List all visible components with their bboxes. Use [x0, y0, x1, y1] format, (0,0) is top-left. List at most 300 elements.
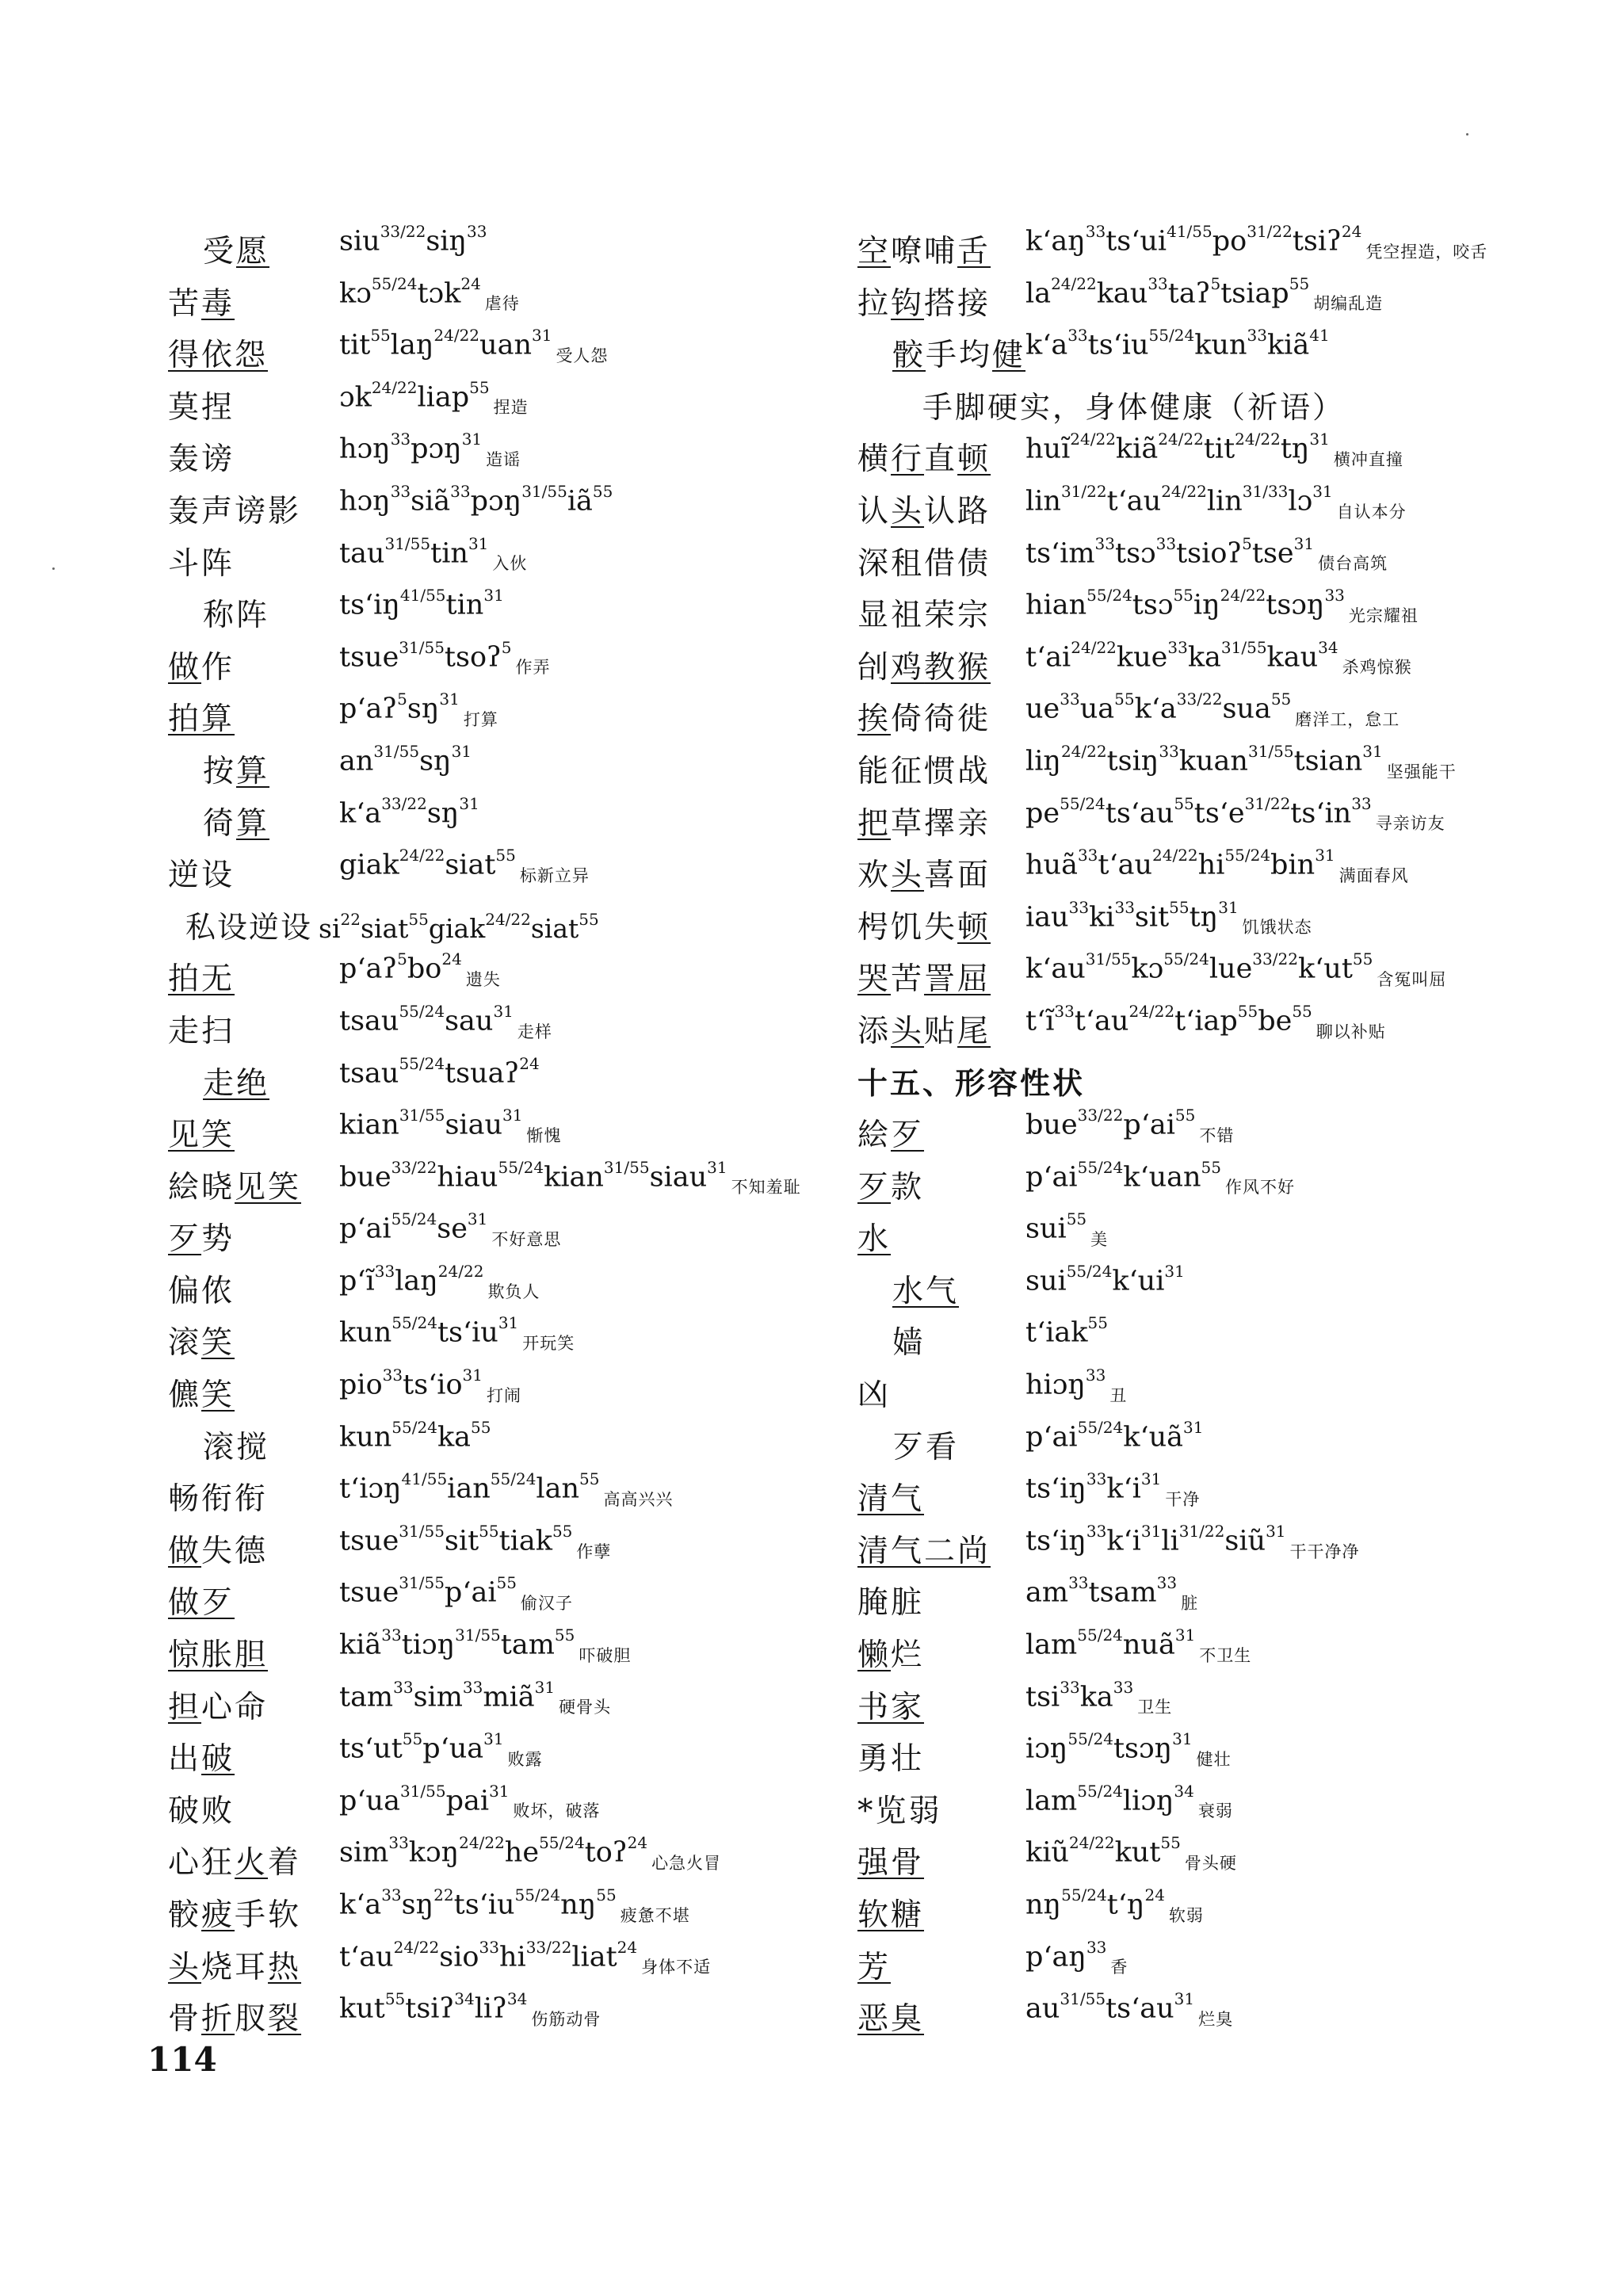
pronunciation: [1025, 222, 1488, 262]
gloss: 虐待: [484, 294, 520, 314]
tone-mark: 55/24: [490, 1469, 537, 1489]
syllable: pʻai: [1025, 1421, 1078, 1454]
syllable: tam: [500, 1629, 555, 1661]
syllable: hɔŋ: [339, 434, 391, 466]
tone-mark: 34: [1318, 637, 1338, 657]
entry-row: [857, 273, 1594, 325]
syllable: lin: [1025, 485, 1061, 518]
tone-mark: 24/22: [433, 326, 480, 346]
syllable: lin: [1206, 485, 1243, 518]
headword-char: 欢: [857, 858, 892, 894]
syllable: tsau: [339, 1057, 399, 1090]
underlined-char: 走绝: [203, 1065, 270, 1102]
syllable: giak: [428, 912, 486, 944]
syllable: hɔŋ: [339, 485, 391, 518]
tone-mark: 33: [374, 1261, 395, 1281]
syllable: tʻiap: [1174, 1005, 1238, 1037]
tone-mark: 55: [1201, 1157, 1221, 1177]
headword-char: 手软: [235, 1897, 302, 1933]
headword-char: 滚搅: [203, 1429, 270, 1465]
syllable: kʻa: [1134, 693, 1177, 725]
tone-mark: 31: [502, 1106, 523, 1125]
headword: [168, 1163, 301, 1207]
gloss: 含冤叫屈: [1377, 969, 1447, 989]
entry-row: [168, 793, 865, 845]
headword-char: 拉: [857, 285, 892, 322]
tone-mark: 33: [381, 1626, 402, 1645]
headword: [168, 1474, 268, 1519]
headword: [168, 694, 235, 739]
pronunciation: [1025, 1001, 1386, 1041]
syllable: pʻaʔ: [339, 693, 398, 725]
entry-row: [857, 480, 1594, 533]
tone-mark: 55: [408, 909, 429, 929]
syllable: kʻi: [1106, 1473, 1141, 1505]
syllable: sŋ: [426, 797, 460, 830]
tone-mark: 33/22: [1176, 690, 1223, 709]
entry-row: [168, 273, 865, 325]
section-heading: 十五、形容性状: [857, 1065, 1086, 1101]
headword-char: 儦: [168, 1377, 202, 1414]
pronunciation: [1025, 1366, 1128, 1405]
headword: [168, 799, 269, 843]
tone-mark: 31/22: [1247, 222, 1293, 241]
headword: [857, 799, 991, 843]
pronunciation: [1025, 1209, 1109, 1249]
underlined-char: 恶臭: [857, 2001, 925, 2038]
syllable: am: [1025, 1577, 1069, 1610]
pronunciation: [1025, 1937, 1128, 1977]
syllable: pio: [339, 1369, 383, 1401]
entry-row: [168, 1572, 865, 1624]
tone-mark: 33: [1114, 897, 1135, 917]
entry-row: [857, 1468, 1594, 1520]
pronunciation: [339, 430, 521, 470]
headword-char: 烧耳: [201, 1949, 269, 1985]
pronunciation: [339, 377, 529, 418]
entry-row: [857, 533, 1594, 585]
syllable: pʻai: [444, 1577, 497, 1610]
syllable: siŋ: [426, 225, 468, 258]
tone-mark: 31: [483, 1729, 504, 1749]
underlined-char: 算: [236, 753, 270, 789]
pronunciation: [339, 1053, 540, 1090]
gloss: 健壮: [1196, 1749, 1232, 1769]
headword-char: 心命: [201, 1689, 269, 1725]
headword-char: 枵: [857, 909, 892, 946]
syllable: siã: [411, 485, 451, 518]
syllable: sui: [1025, 1265, 1067, 1297]
tone-mark: 31: [1140, 1521, 1162, 1541]
headword: [857, 694, 991, 739]
entry-row: [857, 948, 1594, 1000]
entry-row: [857, 1676, 1594, 1729]
gloss: 满面春风: [1338, 865, 1409, 885]
syllable: giak: [339, 849, 399, 881]
syllable: kiũ: [1025, 1837, 1069, 1870]
headword-char: 嫱: [892, 1325, 926, 1362]
headword: [168, 1059, 269, 1103]
syllable: ua: [1079, 693, 1115, 725]
entry-row: [168, 688, 865, 740]
tone-mark: 33: [1068, 897, 1090, 917]
syllable: kʻi: [1106, 1525, 1141, 1557]
syllable: nuã: [1122, 1629, 1175, 1661]
syllable: tʻai: [1025, 641, 1071, 674]
syllable: tsau: [339, 1005, 399, 1037]
underlined-char: 见笑: [168, 1117, 235, 1154]
syllable: kʻa: [339, 797, 382, 830]
underlined-char: 芳: [857, 1949, 892, 1985]
headword-char: 畅衔衔: [168, 1481, 269, 1518]
underlined-char: 头: [891, 858, 925, 894]
tone-mark: 33: [1148, 273, 1168, 293]
entry-row: [857, 636, 1594, 689]
gloss: 身体不适: [641, 1958, 712, 1977]
syllable: kʻut: [1297, 953, 1353, 985]
tone-mark: 34: [454, 1989, 475, 2009]
tone-mark: 55/24: [391, 1209, 437, 1229]
entry-row: [168, 1884, 865, 1936]
tone-mark: 55: [370, 326, 391, 346]
headword: [168, 1526, 268, 1571]
underlined-char: 做歹: [168, 1585, 235, 1622]
syllable: pʻua: [422, 1733, 484, 1765]
tone-mark: 31: [498, 1313, 519, 1333]
entry-row: [168, 1780, 865, 1832]
headword: [857, 1890, 924, 1935]
entry-row: [168, 1312, 865, 1364]
tone-mark: 31: [1315, 846, 1335, 865]
syllable: tsʻiu: [1087, 329, 1149, 361]
tone-mark: 55/24: [1077, 1781, 1123, 1801]
underlined-char: 顿: [957, 909, 991, 946]
syllable: tsʻio: [403, 1369, 463, 1401]
syllable: pai: [445, 1785, 490, 1817]
syllable: tsʻau: [1106, 1992, 1174, 2025]
gloss: 横冲直撞: [1333, 450, 1403, 470]
syllable: hiau: [437, 1161, 498, 1194]
headword: [168, 279, 235, 323]
syllable: tsɔŋ: [1266, 589, 1325, 621]
headword: [857, 1838, 924, 1882]
headword-char: 喜面: [924, 858, 991, 894]
tone-mark: 33: [1077, 846, 1098, 865]
syllable: sŋ: [401, 1889, 434, 1921]
entry-row: [168, 1468, 865, 1520]
tone-mark: 5: [1210, 273, 1221, 293]
pronunciation: [339, 222, 487, 258]
gloss: 光宗耀祖: [1348, 606, 1419, 625]
right-column: [857, 220, 1594, 2040]
underlined-char: 得依怨: [168, 338, 269, 374]
underlined-char: 裂: [268, 2001, 302, 2038]
tone-mark: 33: [1155, 533, 1177, 553]
tone-mark: 33: [1094, 533, 1115, 553]
headword: [857, 1163, 924, 1207]
pronunciation: [1025, 533, 1388, 574]
gloss: 败坏，破落: [513, 1801, 601, 1821]
headword: [857, 903, 991, 947]
underlined-char: 热: [268, 1949, 302, 1985]
pronunciation: [339, 273, 520, 314]
syllable: taʔ: [1167, 277, 1211, 310]
syllable: pʻai: [339, 1213, 391, 1245]
underlined-char: 惊胀胆: [168, 1637, 269, 1674]
entry-row: [168, 1520, 865, 1572]
syllable: tiak: [498, 1525, 552, 1557]
entry-row: [857, 1312, 1594, 1364]
tone-mark: 55: [552, 1521, 573, 1541]
syllable: an: [339, 745, 374, 777]
pronunciation: [339, 846, 590, 885]
gloss: 遗失: [465, 969, 501, 989]
syllable: sau: [445, 1005, 494, 1037]
syllable: tse: [1251, 537, 1294, 570]
tone-mark: 24/22: [437, 1261, 484, 1281]
tone-mark: 31: [1266, 1521, 1286, 1541]
tone-mark: 24/22: [1161, 481, 1207, 501]
gloss: 走样: [517, 1022, 552, 1041]
syllable: bo: [407, 953, 442, 985]
headword: [857, 539, 991, 583]
syllable: lɔ: [1288, 485, 1313, 518]
headword-char: 苦: [168, 285, 202, 322]
tone-mark: 33/22: [391, 1157, 437, 1177]
syllable: tŋ: [1280, 434, 1310, 466]
tone-mark: 55: [402, 1729, 423, 1749]
headword-char: 苦: [891, 961, 925, 998]
pronunciation: [339, 1313, 575, 1354]
underlined-char: 骹: [892, 338, 926, 374]
gloss: 造谣: [486, 450, 521, 470]
pronunciation: [1025, 1626, 1252, 1665]
pronunciation: [319, 909, 599, 944]
tone-mark: 33: [1167, 637, 1188, 657]
headword-char: 徛: [203, 805, 237, 842]
syllable: tsʻiŋ: [1025, 1473, 1086, 1505]
gloss: 心急火冒: [651, 1854, 722, 1874]
tone-mark: 24: [1341, 222, 1362, 241]
syllable: liat: [571, 1941, 617, 1973]
tone-mark: 31/55: [399, 1573, 445, 1593]
tone-mark: 55/24: [498, 1157, 544, 1177]
pronunciation: [1025, 1469, 1201, 1509]
tone-mark: 31/55: [373, 741, 420, 761]
pronunciation: [1025, 637, 1412, 678]
entry-row: [857, 1260, 1594, 1312]
entry-row: [168, 480, 865, 533]
gloss: 香: [1110, 1958, 1128, 1977]
syllable: tsoʔ: [444, 641, 502, 674]
syllable: tsiŋ: [1106, 745, 1159, 777]
tone-mark: 55/24: [1163, 949, 1209, 969]
tone-mark: 31/55: [399, 1781, 446, 1801]
underlined-char: 懒: [857, 1637, 892, 1674]
underlined-char: 鸡: [891, 649, 925, 686]
underlined-char: 拍算: [168, 701, 235, 738]
syllable: kʻa: [339, 1889, 382, 1921]
entry-row: [168, 1832, 865, 1884]
tone-mark: 33: [1085, 1366, 1106, 1385]
tone-mark: 55/24: [1077, 1157, 1124, 1177]
syllable: ian: [447, 1473, 491, 1505]
syllable: tʻiak: [1025, 1317, 1088, 1350]
tone-mark: 31/55: [399, 1521, 445, 1541]
syllable: tsue: [339, 1577, 399, 1610]
entry-row: [168, 948, 865, 1000]
tone-mark: 41/55: [1167, 222, 1212, 241]
underlined-char: 歹: [891, 1117, 925, 1154]
tone-mark: 55/24: [1067, 1729, 1113, 1749]
underlined-char: 詈屈: [924, 961, 991, 998]
entry-row: [168, 1156, 865, 1209]
gloss: 寻亲访友: [1375, 814, 1445, 834]
tone-mark: 55/24: [391, 1417, 437, 1437]
tone-mark: 31: [493, 1001, 514, 1021]
syllable: pʻai: [1025, 1161, 1078, 1194]
tone-mark: 31: [483, 586, 504, 606]
headword: [857, 227, 991, 271]
headword-char: 添: [857, 1013, 892, 1049]
tone-mark: 31: [462, 1366, 483, 1385]
syllable: tŋ: [1189, 901, 1219, 934]
headword-char: 骹: [168, 1897, 202, 1933]
pronunciation: [1025, 741, 1457, 781]
headword-char: 深租借债: [857, 545, 991, 582]
tone-mark: 55: [592, 481, 613, 501]
syllable: kau: [1096, 277, 1148, 310]
headword: [857, 1943, 891, 1987]
headword: [857, 1110, 924, 1155]
entry-row: [168, 896, 865, 949]
tone-mark: 33: [390, 481, 411, 501]
gloss: 伤筋动骨: [531, 2009, 601, 2029]
headword-char: 直: [924, 441, 958, 478]
tone-mark: 33: [1156, 1573, 1178, 1593]
syllable: ka: [1079, 1681, 1113, 1713]
gloss: 凭空捏造，咬舌: [1365, 242, 1488, 262]
pronunciation: [339, 1469, 674, 1509]
gloss: 捏造: [493, 398, 529, 418]
syllable: laŋ: [390, 329, 434, 361]
tone-mark: 24/22: [1070, 430, 1116, 449]
tone-mark: 31: [451, 741, 472, 761]
underlined-char: 头: [891, 1013, 925, 1049]
tone-mark: 55: [1174, 793, 1194, 813]
tone-mark: 33: [1086, 1469, 1107, 1489]
gloss: 不错: [1199, 1125, 1235, 1145]
syllable: tsʻiu: [453, 1889, 515, 1921]
tone-mark: 33: [1324, 586, 1345, 606]
headword: [168, 1786, 235, 1831]
syllable: lam: [1025, 1629, 1078, 1661]
syllable: liŋ: [1025, 745, 1061, 777]
tone-mark: 31/22: [1244, 793, 1291, 813]
underlined-char: 歹: [857, 1169, 892, 1205]
gloss: 高高兴兴: [603, 1489, 674, 1509]
tone-mark: 31/55: [603, 1157, 650, 1177]
pronunciation: [339, 793, 479, 830]
gloss: 衰弱: [1197, 1801, 1233, 1821]
entry-row: [168, 1208, 865, 1260]
tone-mark: 31/55: [521, 481, 567, 501]
gloss: 烂臭: [1198, 2009, 1234, 2029]
tone-mark: 55: [495, 846, 516, 865]
syllable: tʻiɔŋ: [339, 1473, 402, 1505]
headword: [168, 227, 269, 271]
headword-char: 勇壮: [857, 1741, 925, 1778]
entry-row: [168, 533, 865, 585]
entry-row: [857, 1728, 1594, 1780]
gloss: 干干净净: [1289, 1541, 1360, 1561]
tone-mark: 24/22: [1071, 637, 1117, 657]
tone-mark: 33: [467, 222, 487, 241]
syllable: nŋ: [1025, 1889, 1062, 1921]
tone-mark: 24: [460, 273, 481, 293]
tone-mark: 24/22: [485, 909, 531, 929]
tone-mark: 55: [1087, 1313, 1108, 1333]
headword: [168, 1838, 301, 1882]
syllable: sua: [1222, 693, 1271, 725]
tone-mark: 55/24: [1060, 793, 1106, 813]
headword-char: 饥失: [891, 909, 958, 946]
tone-mark: 31/22: [1178, 1521, 1225, 1541]
tone-mark: 24/22: [1158, 430, 1204, 449]
headword-char: 偏侬: [168, 1273, 235, 1309]
pronunciation: [339, 481, 613, 518]
syllable: lue: [1209, 953, 1253, 985]
pronunciation: [1025, 1729, 1232, 1769]
underlined-char: 钩: [891, 285, 925, 322]
tone-mark: 5: [501, 637, 512, 657]
tone-mark: 55/24: [399, 1053, 445, 1073]
gloss: 作孽: [576, 1541, 612, 1561]
tone-mark: 31/55: [399, 1106, 445, 1125]
underlined-char: 折: [201, 2001, 235, 2038]
underlined-char: 水: [857, 1221, 892, 1258]
gloss: 作弄: [515, 658, 551, 678]
syllable: siau: [445, 1109, 503, 1141]
syllable: pʻua: [339, 1785, 400, 1817]
pronunciation: [1025, 1106, 1235, 1145]
syllable: kut: [339, 1992, 385, 2025]
syllable: bue: [1025, 1109, 1078, 1141]
syllable: tin: [445, 589, 484, 621]
syllable: ɔk: [339, 381, 372, 414]
headword-char: 肞: [235, 2001, 269, 2038]
headword-char: 显祖荣宗: [857, 598, 991, 634]
headword-char: 絵: [857, 1117, 892, 1154]
tone-mark: 55/24: [1148, 326, 1195, 346]
syllable: tin: [430, 537, 468, 570]
tone-mark: 34: [1174, 1781, 1194, 1801]
tone-mark: 33: [1159, 741, 1179, 761]
tone-mark: 55/24: [399, 1001, 445, 1021]
tone-mark: 31: [489, 1781, 510, 1801]
syllable: sim: [413, 1681, 463, 1713]
syllable: tʻŋ: [1106, 1889, 1145, 1921]
underlined-char: 水气: [892, 1273, 960, 1309]
tone-mark: 31/55: [1220, 637, 1267, 657]
gloss: 吓破胆: [579, 1645, 632, 1665]
gloss: 打闹: [487, 1385, 521, 1405]
tone-mark: 24: [441, 949, 462, 969]
tone-mark: 55: [469, 377, 490, 397]
tone-mark: 24: [519, 1053, 540, 1073]
tone-mark: 55: [1289, 273, 1310, 293]
tone-mark: 55: [579, 909, 599, 929]
